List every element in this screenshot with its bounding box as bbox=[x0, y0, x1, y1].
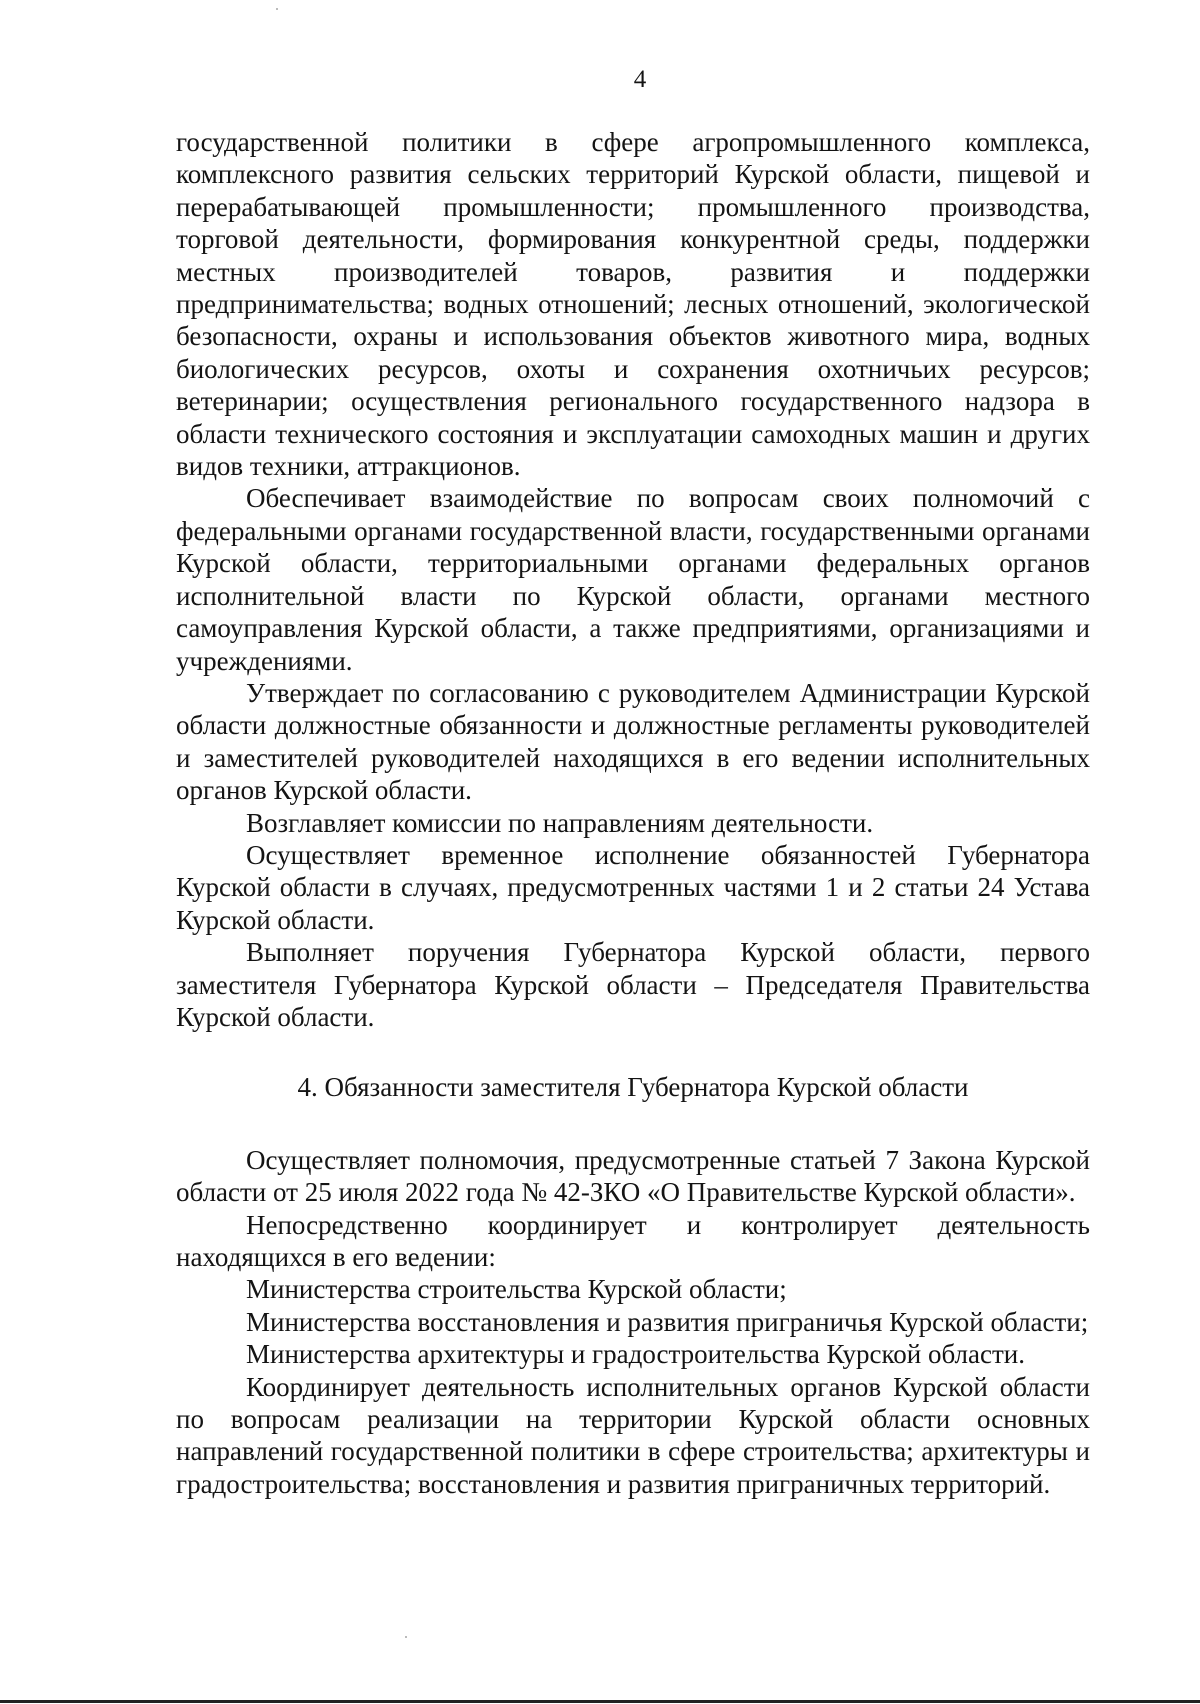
paragraph-instructions: Выполняет поручения Губернатора Курской области, первого заместителя Губернатора Курской области – Председателя Правительства Курской области. bbox=[176, 937, 1090, 1032]
paragraph-interaction: Обеспечивает взаимодействие по вопросам своих полномочий с федеральными органами государственной власти, государственными органами Курской области, территориальными органами федеральных органов исполнительной власти по Курской области, органами местного самоуправления Курской области, а также предприятиями, организациями и учреждениями. bbox=[176, 483, 1090, 676]
paragraph-commissions: Возглавляет комиссии по направлениям деятельности. bbox=[246, 807, 874, 838]
scan-artifact bbox=[276, 8, 278, 10]
page-number: 4 bbox=[633, 66, 647, 93]
document-body bbox=[176, 126, 1090, 1500]
paragraph-temporary-duties: Осуществляет временное исполнение обязанностей Губернатора Курской области в случаях, предусмотренных частями 1 и 2 статьи 24 Устава Курской области. bbox=[176, 839, 1090, 935]
section-list-item-architecture: Министерства архитектуры и градостроительства Курской области. bbox=[246, 1339, 1025, 1370]
section-paragraph-powers: Осуществляет полномочия, предусмотренные статьей 7 Закона Курской области от 25 июля 2022 года № 42-ЗКО «О Правительстве Курской области». bbox=[176, 1144, 1090, 1208]
section-paragraph-coordination: Непосредственно координирует и контролирует деятельность находящихся в его ведении: bbox=[176, 1209, 1090, 1272]
paragraph-continuation: государственной политики в сфере агропромышленного комплекса, комплексного развития сельских территорий Курской области, пищевой и перерабатывающей промышленности; промышленного производства, торговой деятельности, формирования конкурентной среды, поддержки местных производителей товаров, развития и поддержки предпринимательства; водных отношений; лесных отношений, экологической безопасности, охраны и использования объектов животного мира, водных биологических ресурсов, охоты и сохранения охотничьих ресурсов; ветеринарии; осуществления регионального государственного надзора в области технического состояния и эксплуатации самоходных машин и других видов техники, аттракционов. bbox=[176, 127, 1090, 482]
paragraph-approval: Утверждает по согласованию с руководителем Администрации Курской области должностные обязанности и должностные регламенты руководителей и заместителей руководителей находящихся в его ведении исполнительных органов Курской области. bbox=[176, 677, 1090, 806]
section-list-item-construction: Министерства строительства Курской области; bbox=[246, 1274, 787, 1305]
section-list-item-restoration: Министерства восстановления и развития приграничья Курской области; bbox=[246, 1306, 1089, 1337]
scan-bottom-edge bbox=[0, 1700, 1200, 1703]
section-paragraph-policy: Координирует деятельность исполнительных органов Курской области по вопросам реализации на территории Курской области основных направлений государственной политики в сфере строительства; архитектуры и градостроительства; восстановления и развития приграничных территорий. bbox=[176, 1371, 1090, 1499]
section-heading: 4. Обязанности заместителя Губернатора Курской области bbox=[297, 1072, 969, 1103]
scan-artifact bbox=[405, 1636, 407, 1638]
